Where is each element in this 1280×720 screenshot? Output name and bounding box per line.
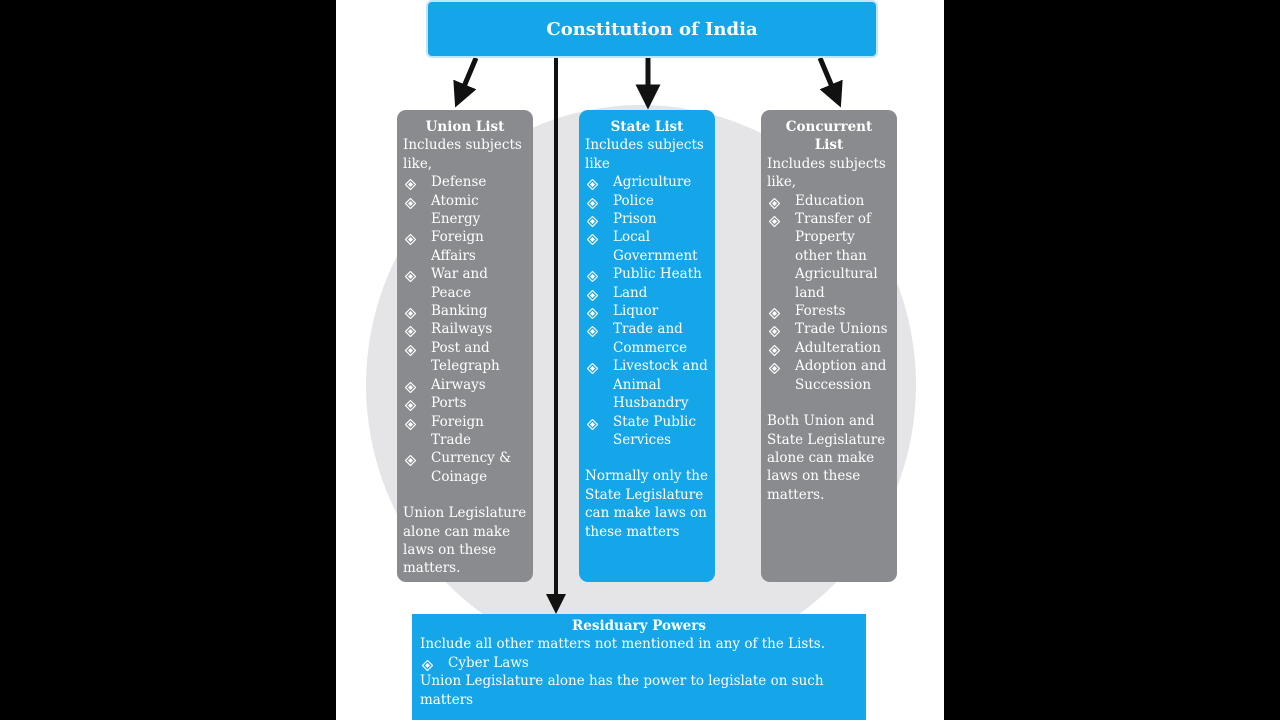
- diamond-bullet-icon: [769, 306, 780, 317]
- diamond-bullet-icon: [769, 361, 780, 372]
- arrow-to-union-list: [460, 58, 476, 96]
- list-item: [767, 339, 891, 357]
- diamond-bullet-icon: [405, 380, 416, 391]
- list-item: [403, 302, 527, 320]
- state-item-text: Land: [613, 284, 648, 301]
- constitution-title-box: [428, 2, 876, 56]
- list-item: [767, 192, 891, 210]
- list-item: [403, 228, 527, 265]
- concurrent-list-note: Both Union and State Legislature alone can make laws on these matters.: [767, 413, 886, 503]
- residuary-powers-items: [420, 654, 858, 672]
- diamond-bullet-icon: [587, 214, 598, 225]
- union-list-intro: Includes subjects like,: [403, 137, 522, 172]
- constitution-title: Constitution of India: [546, 18, 758, 40]
- state-item-text: Trade and Commerce: [613, 321, 688, 356]
- concurrent-item-text: Adulteration: [795, 339, 881, 356]
- diamond-bullet-icon: [587, 232, 598, 243]
- diamond-bullet-icon: [405, 306, 416, 317]
- diamond-bullet-icon: [769, 343, 780, 354]
- state-item-text: Public Heath: [613, 266, 702, 283]
- list-item: [403, 339, 527, 376]
- list-item: [403, 394, 527, 412]
- residuary-powers-box: [412, 614, 866, 720]
- state-item-text: State Public Services: [613, 413, 697, 448]
- diamond-bullet-icon: [587, 269, 598, 280]
- list-item: [767, 302, 891, 320]
- diamond-bullet-icon: [405, 196, 416, 207]
- list-item: [767, 210, 891, 302]
- diamond-bullet-icon: [405, 232, 416, 243]
- state-list-note: Normally only the State Legislature can make laws on these matters: [585, 468, 708, 540]
- union-list-box: [397, 110, 533, 582]
- list-item: [403, 192, 527, 229]
- diamond-bullet-icon: [587, 324, 598, 335]
- diamond-bullet-icon: [587, 288, 598, 299]
- state-item-text: Local Government: [613, 229, 698, 264]
- concurrent-item-text: Forests: [795, 303, 846, 320]
- list-item: [403, 173, 527, 191]
- state-list-box: [579, 110, 715, 582]
- diamond-bullet-icon: [405, 177, 416, 188]
- union-item-text: Defense: [431, 174, 487, 191]
- list-item: [585, 284, 709, 302]
- concurrent-item-text: Adoption and Succession: [795, 358, 887, 393]
- state-item-text: Police: [613, 192, 654, 209]
- diamond-bullet-icon: [587, 306, 598, 317]
- union-list-title: Union List: [425, 119, 505, 135]
- union-item-text: Ports: [431, 395, 467, 412]
- diamond-bullet-icon: [405, 269, 416, 280]
- diamond-bullet-icon: [769, 324, 780, 335]
- diamond-bullet-icon: [405, 343, 416, 354]
- arrow-to-concurrent-list: [820, 58, 836, 96]
- union-item-text: Foreign Affairs: [431, 229, 484, 264]
- list-item: [403, 449, 527, 486]
- diamond-bullet-icon: [769, 214, 780, 225]
- concurrent-list-box: [761, 110, 897, 582]
- list-item: [585, 228, 709, 265]
- residuary-item-text: Cyber Laws: [448, 654, 529, 671]
- list-item: [403, 376, 527, 394]
- concurrent-item-text: Transfer of Property other than Agricultural land: [795, 211, 878, 301]
- union-item-text: Airways: [431, 376, 486, 393]
- state-list-title: State List: [610, 119, 684, 135]
- diamond-bullet-icon: [405, 324, 416, 335]
- union-item-text: Railways: [431, 321, 493, 338]
- list-item: [585, 265, 709, 283]
- diamond-bullet-icon: [405, 417, 416, 428]
- union-list-items: [403, 173, 527, 486]
- union-item-text: Currency & Coinage: [431, 450, 512, 485]
- diamond-bullet-icon: [405, 453, 416, 464]
- residuary-powers-note: Union Legislature alone has the power to legislate on such matters: [420, 673, 824, 708]
- diamond-bullet-icon: [405, 398, 416, 409]
- list-item: [585, 210, 709, 228]
- state-list-items: [585, 173, 709, 449]
- diamond-bullet-icon: [587, 177, 598, 188]
- list-item: [585, 302, 709, 320]
- list-item: [585, 413, 709, 450]
- list-item: [403, 265, 527, 302]
- union-list-note: Union Legislature alone can make laws on these matters.: [403, 505, 527, 577]
- state-item-text: Liquor: [613, 303, 659, 320]
- diamond-bullet-icon: [587, 361, 598, 372]
- state-item-text: Prison: [613, 211, 657, 228]
- concurrent-item-text: Trade Unions: [795, 321, 888, 338]
- concurrent-list-items: [767, 192, 891, 394]
- diamond-bullet-icon: [587, 196, 598, 207]
- diagram-canvas: [336, 0, 944, 720]
- residuary-powers-intro: Include all other matters not mentioned in any of the Lists.: [420, 636, 825, 653]
- union-item-text: Banking: [431, 303, 488, 320]
- residuary-powers-title: Residuary Powers: [572, 618, 706, 634]
- diamond-bullet-icon: [422, 658, 433, 669]
- list-item: [767, 357, 891, 394]
- union-item-text: War and Peace: [431, 266, 488, 301]
- state-list-intro: Includes subjects like: [585, 137, 704, 172]
- diamond-bullet-icon: [587, 417, 598, 428]
- union-item-text: Foreign Trade: [431, 413, 484, 448]
- list-item: [420, 654, 858, 672]
- list-item: [767, 320, 891, 338]
- list-item: [585, 192, 709, 210]
- diamond-bullet-icon: [769, 196, 780, 207]
- list-item: [585, 173, 709, 191]
- union-item-text: Post and Telegraph: [431, 339, 500, 375]
- concurrent-list-intro: Includes subjects like,: [767, 155, 886, 191]
- concurrent-list-title: Concurrent List: [785, 119, 873, 154]
- list-item: [585, 320, 709, 357]
- state-item-text: Livestock and Animal Husbandry: [613, 358, 708, 412]
- state-item-text: Agriculture: [613, 174, 692, 191]
- concurrent-item-text: Education: [795, 192, 865, 209]
- list-item: [585, 357, 709, 412]
- list-item: [403, 413, 527, 450]
- list-item: [403, 320, 527, 338]
- union-item-text: Atomic Energy: [431, 192, 481, 228]
